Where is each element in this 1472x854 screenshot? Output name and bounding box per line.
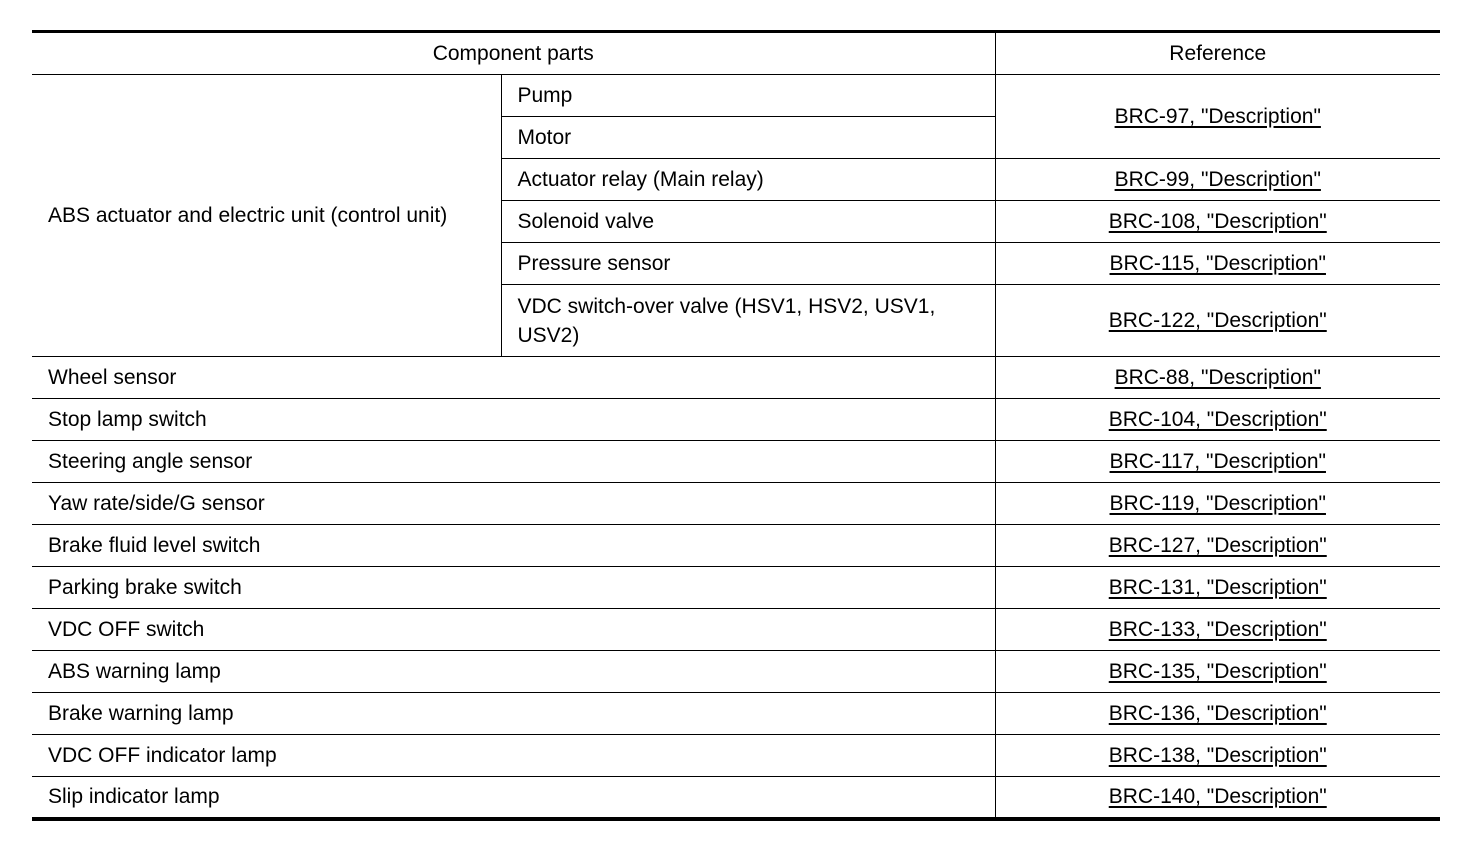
reference-cell [995, 651, 1440, 693]
abs-part-cell: Pressure sensor [501, 243, 995, 285]
component-cell: Parking brake switch [32, 567, 995, 609]
component-cell: ABS warning lamp [32, 651, 995, 693]
abs-part-cell: Actuator relay (Main relay) [501, 159, 995, 201]
reference-link[interactable]: BRC-117, "Description" [1109, 450, 1326, 473]
reference-cell [995, 357, 1440, 399]
component-reference-table [32, 30, 1440, 821]
component-cell: Steering angle sensor [32, 441, 995, 483]
component-cell: Wheel sensor [32, 357, 995, 399]
reference-cell [995, 441, 1440, 483]
reference-link[interactable]: BRC-127, "Description" [1108, 534, 1327, 557]
reference-cell [995, 285, 1440, 357]
reference-cell [995, 609, 1440, 651]
table-row [32, 525, 1440, 567]
reference-cell [995, 567, 1440, 609]
reference-link[interactable]: BRC-97, "Description" [1114, 105, 1321, 128]
reference-link[interactable]: BRC-115, "Description" [1109, 252, 1326, 275]
table-row [32, 777, 1440, 819]
header-row [32, 32, 1440, 75]
reference-link[interactable]: BRC-104, "Description" [1108, 408, 1327, 431]
reference-cell [995, 735, 1440, 777]
table-row [32, 609, 1440, 651]
table-row [32, 693, 1440, 735]
table-row [32, 441, 1440, 483]
table-row [32, 735, 1440, 777]
component-cell: VDC OFF indicator lamp [32, 735, 995, 777]
reference-link[interactable]: BRC-108, "Description" [1108, 210, 1327, 233]
table-row [32, 357, 1440, 399]
reference-cell [995, 201, 1440, 243]
reference-link[interactable]: BRC-88, "Description" [1114, 366, 1321, 389]
reference-link[interactable]: BRC-99, "Description" [1114, 168, 1321, 191]
table-row [32, 75, 1440, 117]
reference-link[interactable]: BRC-122, "Description" [1108, 309, 1327, 332]
component-cell: Yaw rate/side/G sensor [32, 483, 995, 525]
reference-link[interactable]: BRC-140, "Description" [1108, 785, 1327, 809]
abs-part-cell: Pump [501, 75, 995, 117]
reference-link[interactable]: BRC-131, "Description" [1108, 576, 1327, 599]
reference-cell [995, 525, 1440, 567]
reference-cell [995, 483, 1440, 525]
component-cell: Brake fluid level switch [32, 525, 995, 567]
reference-cell [995, 159, 1440, 201]
abs-part-cell: Motor [501, 117, 995, 159]
reference-link[interactable]: BRC-136, "Description" [1108, 702, 1327, 725]
header-reference: Reference [995, 32, 1440, 75]
reference-link[interactable]: BRC-133, "Description" [1108, 618, 1327, 641]
table-row [32, 567, 1440, 609]
table-row [32, 651, 1440, 693]
reference-cell [995, 777, 1440, 819]
reference-link[interactable]: BRC-135, "Description" [1108, 660, 1327, 683]
reference-cell [995, 243, 1440, 285]
abs-part-cell: VDC switch-over valve (HSV1, HSV2, USV1, USV2) [501, 285, 995, 357]
abs-part-cell: Solenoid valve [501, 201, 995, 243]
component-cell: VDC OFF switch [32, 609, 995, 651]
component-cell: Slip indicator lamp [32, 777, 995, 819]
component-cell: Stop lamp switch [32, 399, 995, 441]
reference-link[interactable]: BRC-119, "Description" [1109, 492, 1326, 515]
table-row [32, 399, 1440, 441]
reference-cell [995, 399, 1440, 441]
table-row [32, 483, 1440, 525]
abs-group-label: ABS actuator and electric unit (control unit) [32, 75, 501, 357]
header-component-parts: Component parts [32, 32, 995, 75]
reference-cell [995, 75, 1440, 159]
reference-cell [995, 693, 1440, 735]
component-cell: Brake warning lamp [32, 693, 995, 735]
reference-link[interactable]: BRC-138, "Description" [1108, 744, 1327, 767]
